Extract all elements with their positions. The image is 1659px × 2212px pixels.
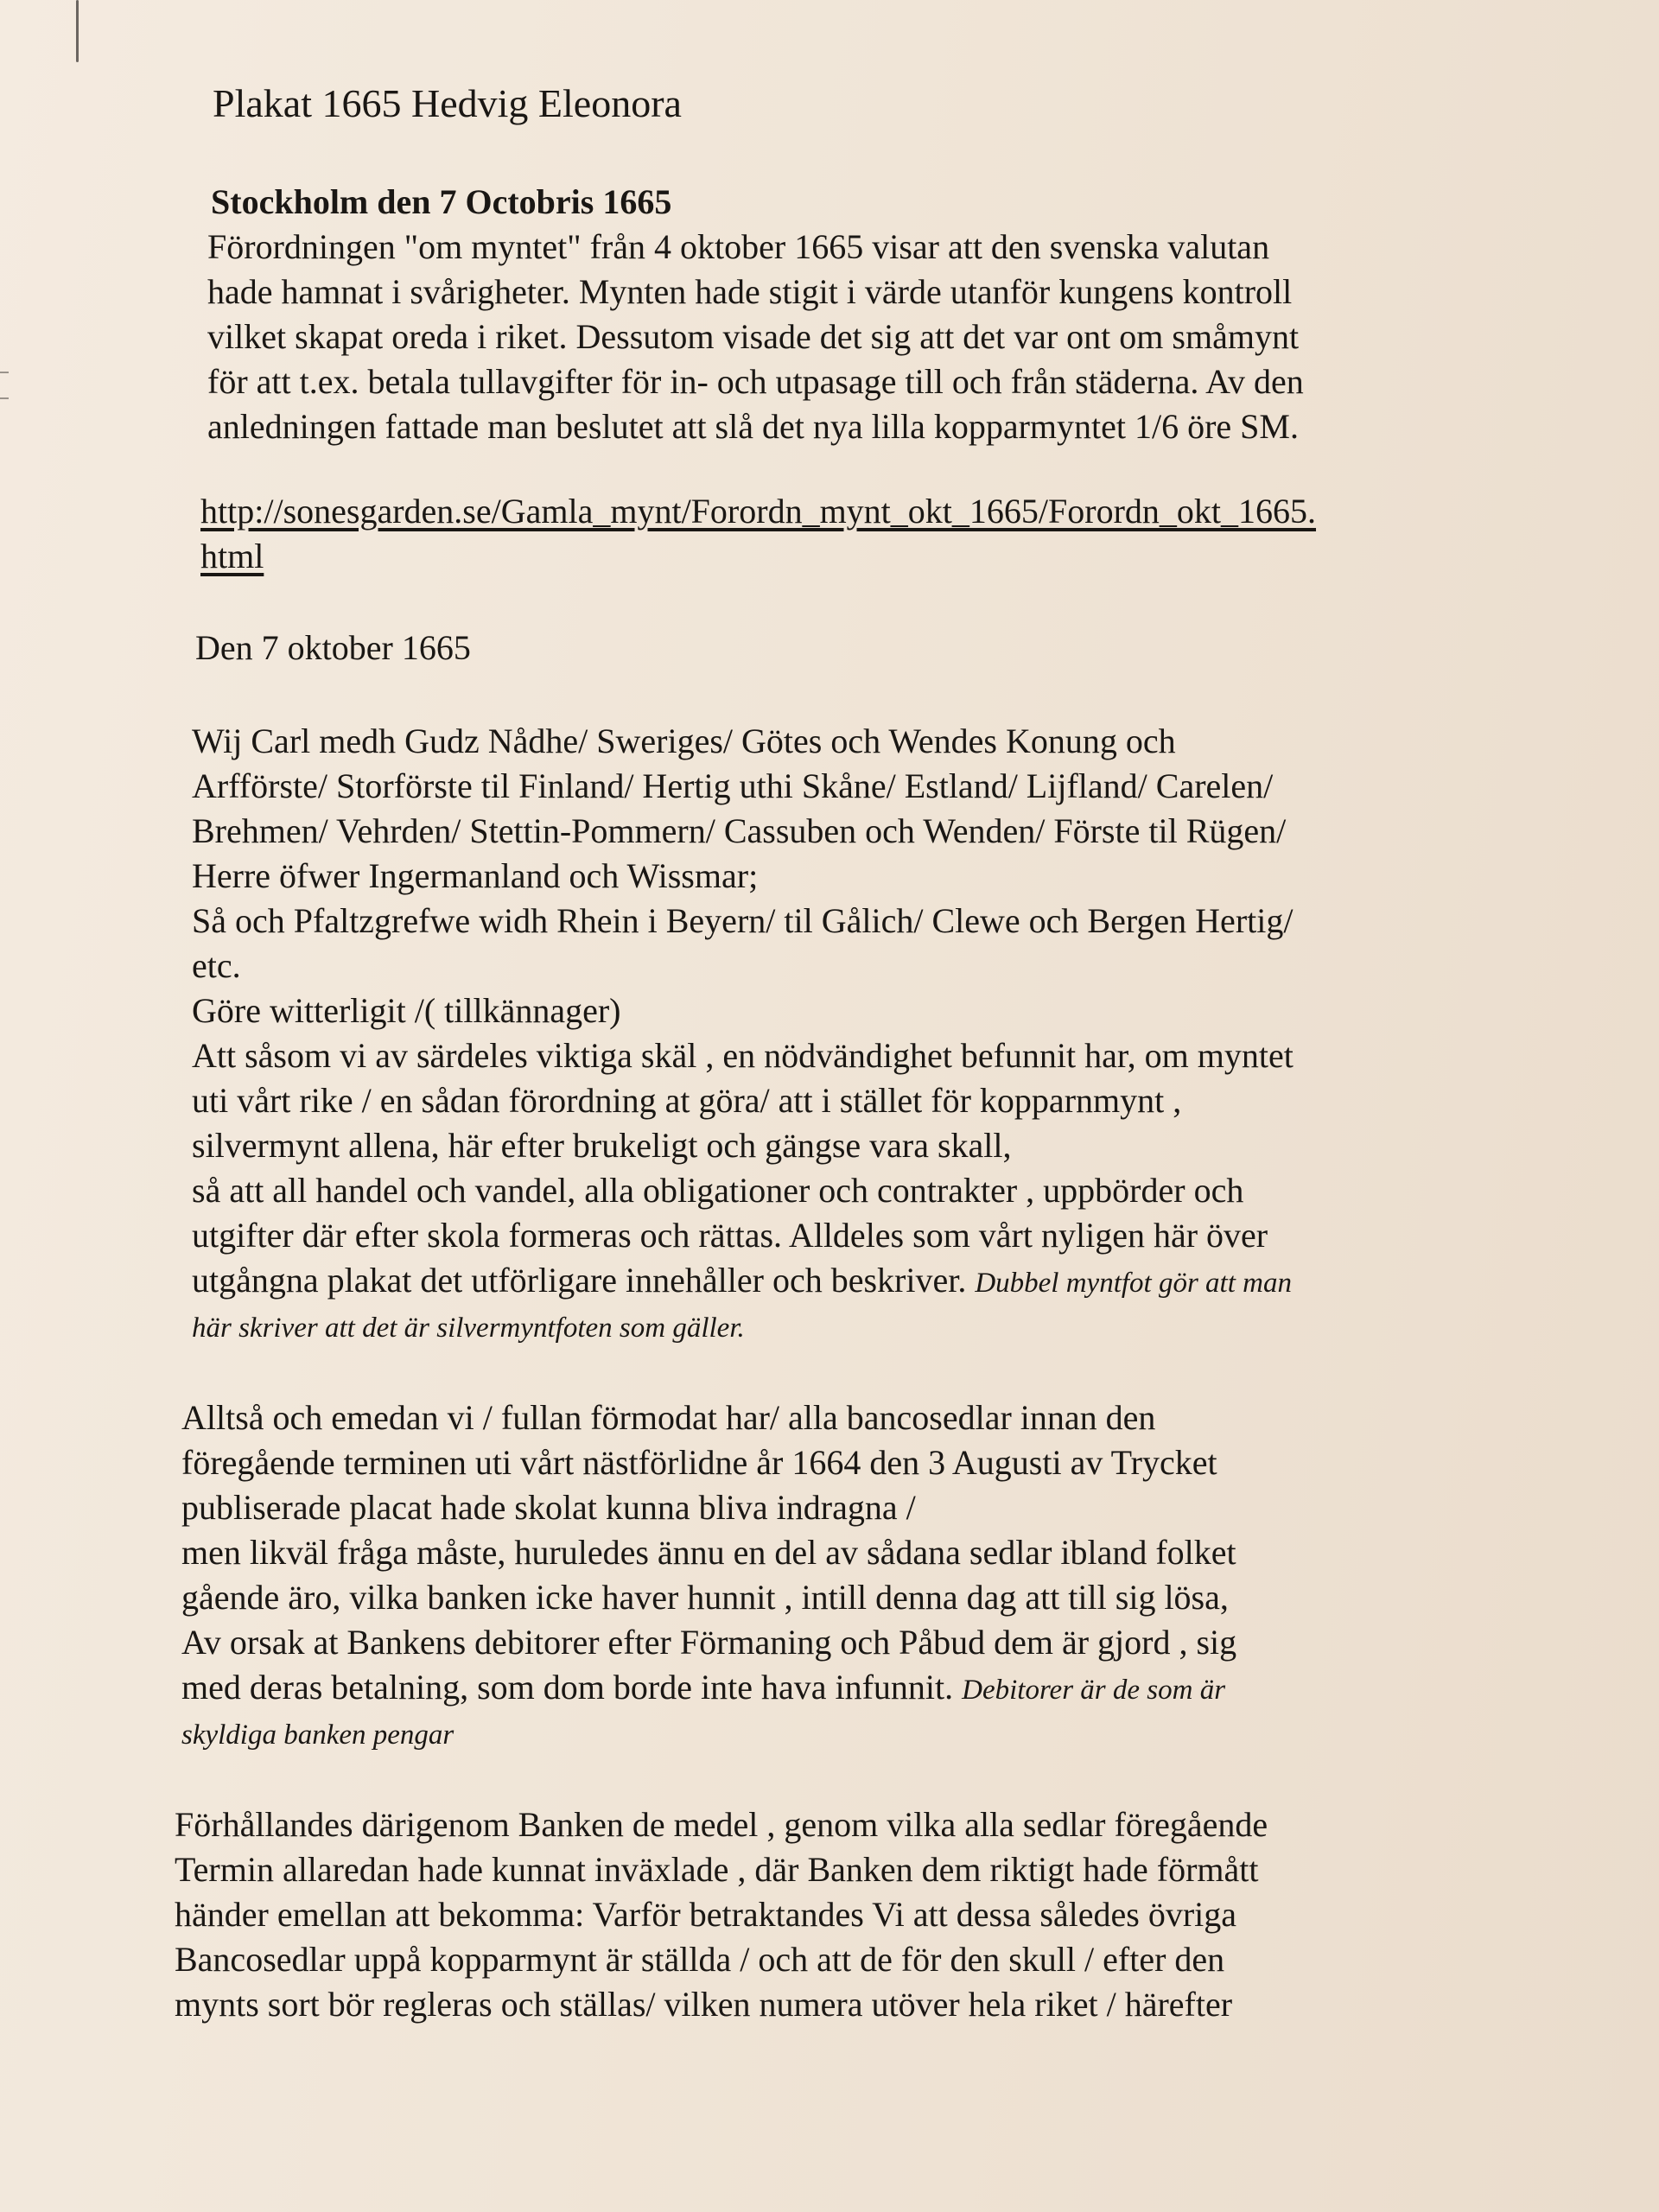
document-title: Plakat 1665 Hedvig Eleonora [213, 81, 682, 125]
paper-edge-mark [0, 372, 9, 399]
annotation-note: Debitorer är de som är [962, 1675, 1226, 1706]
decree-line-text: med deras betalning, som dom borde inte hava infunnit. [181, 1668, 954, 1707]
decree-line: Alltså och emedan vi / fullan förmodat har/ alla bancosedlar innan den [181, 1398, 1156, 1437]
decree-line: publiserade placat hade skolat kunna bliva indragna / [181, 1488, 916, 1527]
decree-paragraph-3 [175, 1802, 1538, 2027]
source-link-line[interactable]: http://sonesgarden.se/Gamla_mynt/Forordn_mynt_okt_1665/Forordn_okt_1665. [200, 492, 1317, 531]
decree-line: silvermynt allena, här efter brukeligt och gängse vara skall, [192, 1126, 1012, 1165]
intro-line: anledningen fattade man beslutet att slå det nya lilla kopparmyntet 1/6 öre SM. [207, 407, 1299, 446]
decree-line-text: utgångna plakat det utförligare innehåller och beskriver. [192, 1261, 967, 1300]
source-link[interactable] [200, 489, 1538, 579]
decree-line: Arfförste/ Storförste til Finland/ Hertig uthi Skåne/ Estland/ Lijfland/ Carelen/ [192, 766, 1274, 805]
date-line: Den 7 oktober 1665 [195, 628, 471, 667]
decree-line: utgifter där efter skola formeras och rättas. Alldeles som vårt nyligen här över [192, 1216, 1268, 1255]
decree-paragraph-2 [181, 1395, 1538, 1758]
decree-line: Så och Pfaltzgrefwe widh Rhein i Beyern/ til Gålich/ Clewe och Bergen Hertig/ [192, 901, 1294, 940]
staple [76, 0, 79, 62]
decree-line: Herre öfwer Ingermanland och Wissmar; [192, 856, 759, 895]
decree-line: Av orsak at Bankens debitorer efter Förmaning och Påbud dem är gjord , sig [181, 1623, 1237, 1662]
intro-line: vilket skapat oreda i riket. Dessutom visade det sig att det var ont om småmynt [207, 317, 1300, 356]
decree-line [192, 1258, 1538, 1306]
decree-line: föregående terminen uti vårt nästförlidne år 1664 den 3 Augusti av Trycket [181, 1443, 1217, 1482]
decree-line: Göre witterligit /( tillkännager) [192, 991, 621, 1030]
intro-line: hade hamnat i svårigheter. Mynten hade stigit i värde utanför kungens kontroll [207, 272, 1293, 311]
decree-line: gående äro, vilka banken icke haver hunnit , intill denna dag att till sig lösa, [181, 1578, 1229, 1617]
decree-paragraph-1 [192, 719, 1538, 1351]
annotation-note: här skriver att det är silvermyntfoten som gäller. [192, 1313, 745, 1344]
annotation-note: skyldiga banken pengar [181, 1719, 454, 1751]
decree-line: händer emellan att bekomma: Varför betraktandes Vi att dessa således övriga [175, 1895, 1237, 1934]
decree-line: Brehmen/ Vehrden/ Stettin-Pommern/ Cassuben och Wenden/ Förste til Rügen/ [192, 811, 1287, 850]
decree-line: Wij Carl medh Gudz Nådhe/ Sweriges/ Götes och Wendes Konung och [192, 721, 1176, 760]
decree-line: mynts sort bör regleras och ställas/ vilken numera utöver hela riket / härefter [175, 1985, 1233, 2024]
decree-line: Bancosedlar uppå kopparmynt är ställda / och att de för den skull / efter den [175, 1940, 1225, 1979]
decree-line: Förhållandes därigenom Banken de medel , genom vilka alla sedlar föregående [175, 1805, 1268, 1844]
annotation-note: Dubbel myntfot gör att man [975, 1268, 1292, 1299]
document-body [173, 78, 1538, 2027]
document-heading: Stockholm den 7 Octobris 1665 [211, 182, 672, 221]
decree-line [181, 1665, 1538, 1713]
decree-line: Att såsom vi av särdeles viktiga skäl , en nödvändighet befunnit har, om myntet [192, 1036, 1294, 1075]
intro-line: Förordningen "om myntet" från 4 oktober 1665 visar att den svenska valutan [207, 227, 1270, 266]
intro-line: för att t.ex. betala tullavgifter för in- och utpasage till och från städerna. Av den [207, 362, 1304, 401]
decree-line: etc. [192, 946, 241, 985]
decree-line: uti vårt rike / en sådan förordning at göra/ att i stället för kopparnmynt , [192, 1081, 1182, 1120]
decree-line: så att all handel och vandel, alla obligationer och contrakter , uppbörder och [192, 1171, 1244, 1210]
decree-line: Termin allaredan hade kunnat inväxlade , där Banken dem riktigt hade förmått [175, 1850, 1259, 1889]
source-link-line[interactable]: html [200, 537, 264, 575]
intro-paragraph [207, 225, 1538, 449]
decree-line: men likväl fråga måste, huruledes ännu en del av sådana sedlar ibland folket [181, 1533, 1236, 1572]
